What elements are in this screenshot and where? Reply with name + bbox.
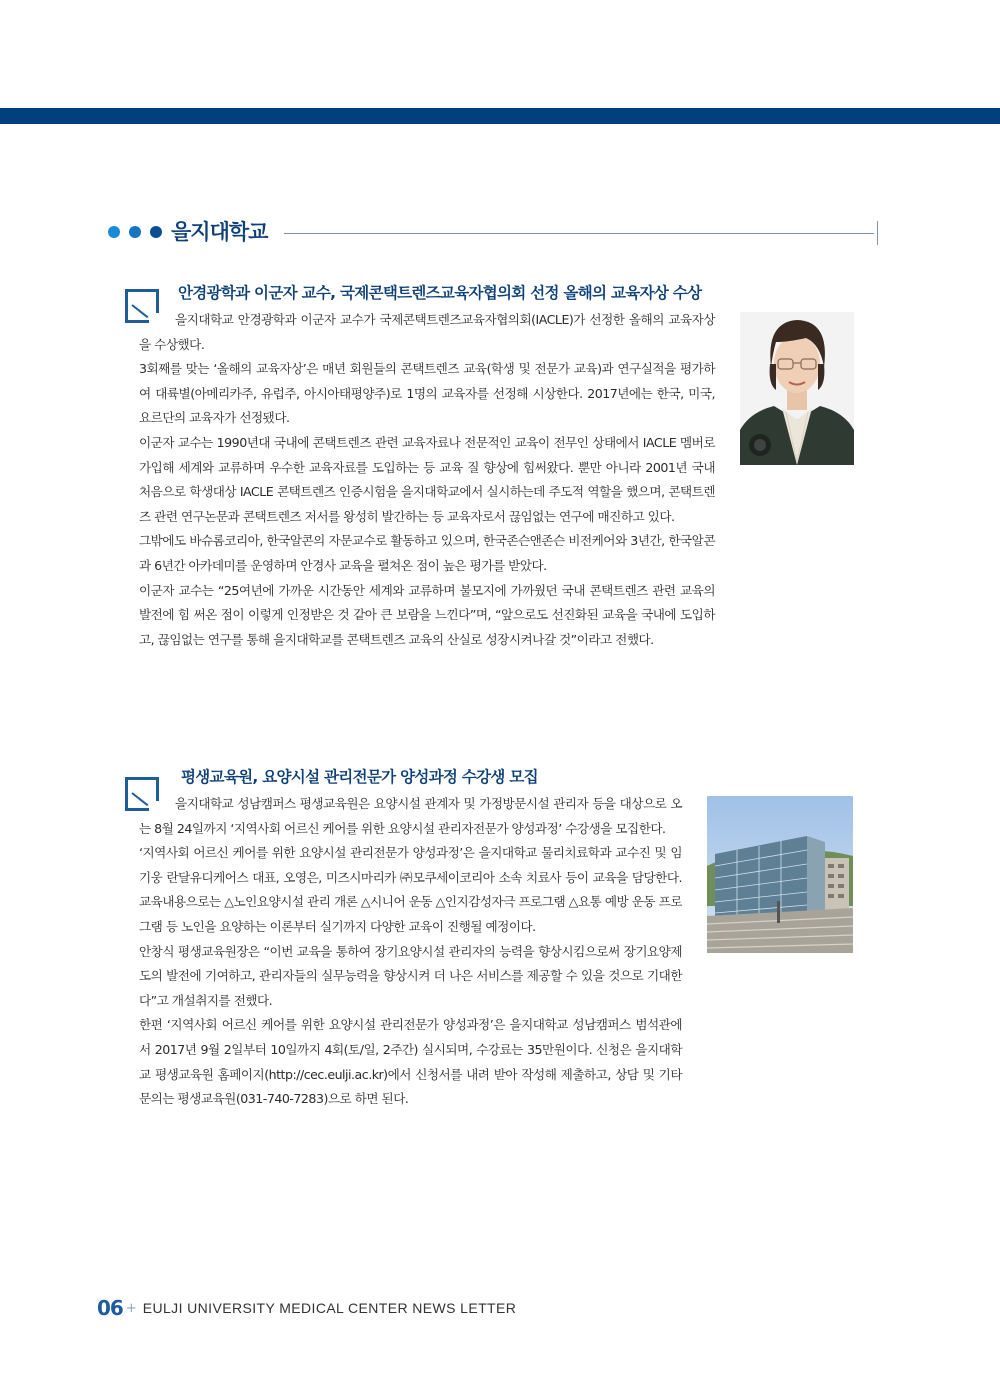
newsletter-name: EULJI UNIVERSITY MEDICAL CENTER NEWS LETTER: [142, 1300, 517, 1316]
bullet-dots-icon: [108, 226, 171, 238]
section-header: [108, 218, 878, 248]
article-body: [139, 308, 715, 652]
paragraph: 그밖에도 바슈롬코리아, 한국알콘의 자문교수로 활동하고 있으며, 한국존슨앤존슨 비전케어와 3년간, 한국알콘과 6년간 아카데미를 운영하며 안경사 교육을 펼쳐온 점이 높은 평가를 받았다.: [139, 533, 715, 573]
paragraph: ‘지역사회 어르신 케어를 위한 요양시설 관리전문가 양성과정’은 을지대학교 물리치료학과 교수진 및 임기웅 란달유디케어스 대표, 오영은, 미즈시마리카 ㈜모쿠세이코리아 소속 치료사 등이 교육을 담당한다. 교육내용으로는 △노인요양시설 관리 개론 △시니어 운동 △인지감성자극 프로그램 △요통 예방 운동 프로그램 등 노인을 요양하는 이론부터 실기까지 다양한 교육이 진행될 예정이다.: [139, 845, 682, 934]
paragraph: 을지대학교 성남캠퍼스 평생교육원은 요양시설 관계자 및 가정방문시설 관리자 등을 대상으로 오는 8월 24일까지 ‘지역사회 어르신 케어를 위한 요양시설 관리자전문가 양성과정’ 수강생을 모집한다.: [139, 796, 682, 836]
dot-icon: [129, 226, 141, 238]
paragraph: 이군자 교수는 1990년대 국내에 콘택트렌즈 관련 교육자료나 전문적인 교육이 전무인 상태에서 IACLE 멤버로 가입해 세계와 교류하며 우수한 교육자료를 도입하는 등 교육 질 향상에 힘써왔다. 뿐만 아니라 2001년 국내 처음으로 학생대상 IACLE 콘택트렌즈 인증시험을 을지대학교에서 실시하는데 주도적 역할을 했으며, 콘택트렌즈 관련 연구논문과 콘택트렌즈 저서를 왕성히 발간하는 등 교육자로서 끊임없는 연구에 매진하고 있다.: [139, 434, 715, 524]
paragraph: 3회째를 맞는 ‘올해의 교육자상’은 매년 회원들의 콘택트렌즈 교육(학생 및 전문가 교육)과 연구실적을 평가하여 대륙별(아메리카주, 유럽주, 아시아태평양주)로 1명의 교육자를 선정해 시상한다. 2017년에는 한국, 미국, 요르단의 교육자가 선정됐다.: [139, 361, 715, 426]
paragraph: 을지대학교 안경광학과 이군자 교수가 국제콘택트렌즈교육자협의회(IACLE)가 선정한 올해의 교육자상을 수상했다.: [139, 312, 715, 352]
article-title: 안경광학과 이군자 교수, 국제콘택트렌즈교육자협의회 선정 올해의 교육자상 수상: [178, 284, 702, 302]
paragraph: 안창식 평생교육원장은 “이번 교육을 통하여 장기요양시설 관리자의 능력을 향상시킴으로써 장기요양제도의 발전에 기여하고, 관리자들의 실무능력을 향상시켜 더 나은 서비스를 제공할 수 있을 것으로 기대한다”고 개설취지를 전했다.: [139, 943, 682, 1008]
dot-icon: [150, 226, 162, 238]
section-divider-end: [877, 221, 878, 245]
dot-icon: [108, 226, 120, 238]
article-title: 평생교육원, 요양시설 관리전문가 양성과정 수강생 모집: [181, 768, 538, 786]
plus-icon: +: [125, 1300, 137, 1316]
section-title: 을지대학교: [171, 220, 268, 244]
section-divider: [284, 233, 874, 234]
professor-portrait-photo: [740, 312, 854, 465]
page-footer: [97, 1296, 516, 1320]
campus-building-photo: [707, 796, 853, 953]
top-banner-bar: [0, 108, 1000, 124]
page-number: 06: [97, 1296, 123, 1320]
paragraph: 이군자 교수는 “25여년에 가까운 시간동안 세계와 교류하며 불모지에 가까웠던 국내 콘택트렌즈 관련 교육의 발전에 힘 써온 점이 이렇게 인정받은 것 같아 큰 보람을 느낀다”며, “앞으로도 선진화된 교육을 국내에 도입하고, 끊임없는 연구를 통해 을지대학교를 콘택트렌즈 교육의 산실로 성장시켜나갈 것”이라고 전했다.: [139, 582, 716, 647]
paragraph: 한편 ‘지역사회 어르신 케어를 위한 요양시설 관리전문가 양성과정’은 을지대학교 성남캠퍼스 범석관에서 2017년 9월 2일부터 10일까지 4회(토/일, 2주간) 실시되며, 수강료는 35만원이다. 신청은 을지대학교 평생교육원 홈페이지(http://cec.eulji.ac.kr)에서 신청서를 내려 받아 작성해 제출하고, 상담 및 기타문의는 평생교육원(031-740-7283)으로 하면 된다.: [139, 1017, 682, 1107]
article-body: [139, 792, 682, 1112]
